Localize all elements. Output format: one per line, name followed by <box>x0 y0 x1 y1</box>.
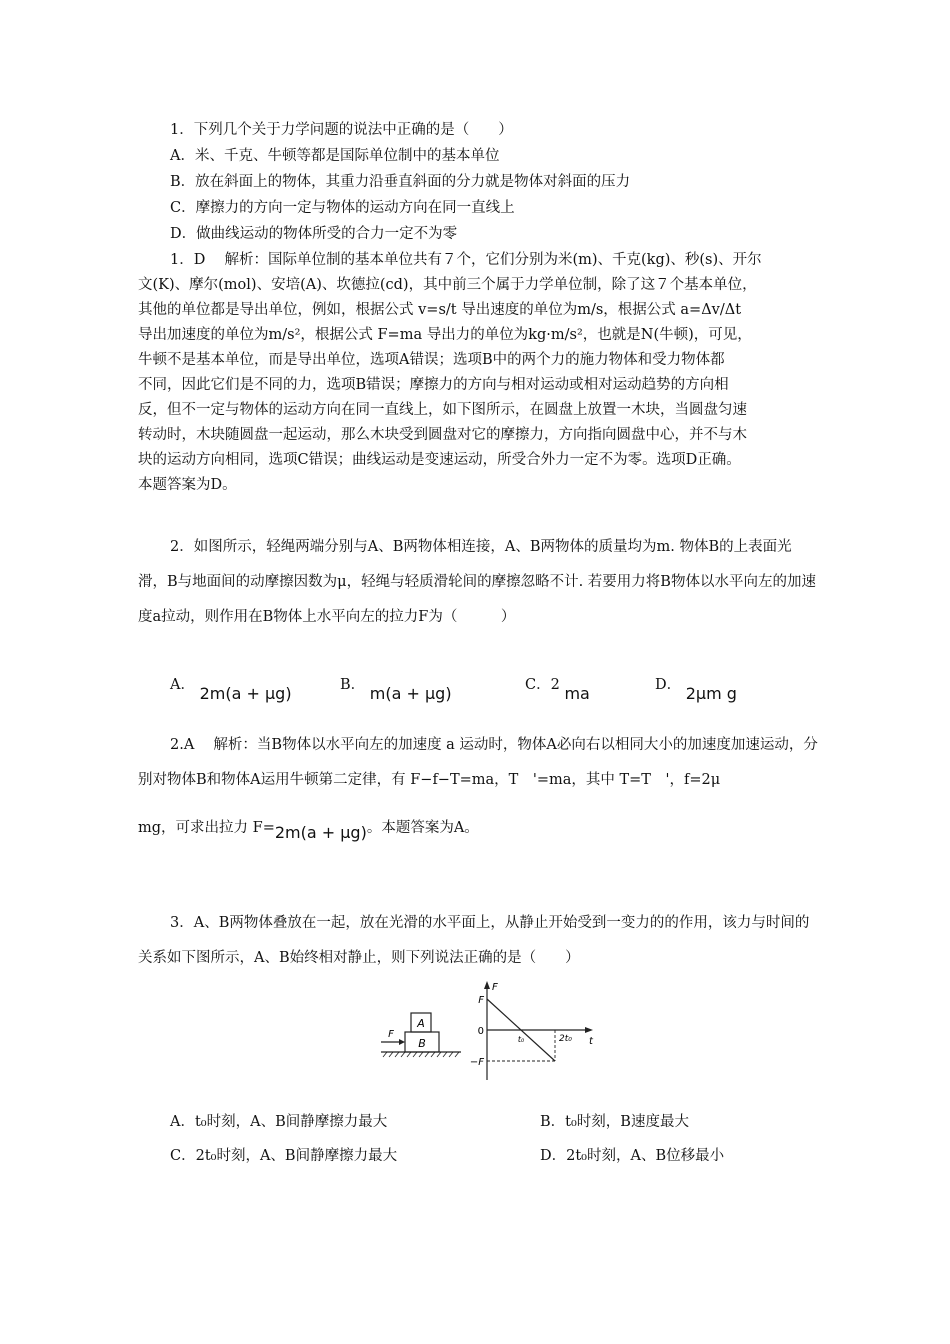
q2-stem-text: 2．如图所示，轻绳两端分别与A、B两物体相连接，A、B两物体的质量均为m. 物体B的上表面光滑，B与地面间的动摩擦因数为μ，轻绳与轻质滑轮间的摩擦忽略不计. 若要用力将B物体以水平向左的加速度a拉动，则作用在B物体上水平向左的拉力F为（ ） <box>138 539 816 625</box>
q1-analysis-line: 文(K)、摩尔(mol)、安培(A)、坎德拉(cd)，其中前三个属于力学单位制，除了这７个基本单位， <box>138 277 757 293</box>
q1-stem: 1．下列几个关于力学问题的说法中正确的是（ ） <box>170 122 513 138</box>
two-t0-label: 2t₀ <box>559 1034 572 1044</box>
q1-option-d: D．做曲线运动的物体所受的合力一定不为零 <box>170 226 458 242</box>
q2-option-a-label: A． <box>170 677 195 693</box>
tick-top-label: F <box>478 995 484 1006</box>
q1-analysis-line: 不同，因此它们是不同的力，选项B错误；摩擦力的方向与相对运动或相对运动趋势的方向相 <box>138 377 729 393</box>
q2-analysis-text: 2.A 解析：当B物体以水平向左的加速度 a 运动时，物体A必向右以相同大小的加速度加速运动，分别对物体B和物体A运用牛顿第二定律，有 F−f−T=ma，T '=ma，其中 T=T '，f=2μ <box>138 737 818 788</box>
q2-option-d-label: D． <box>655 677 682 693</box>
q3-stem-text: 3．A、B两物体叠放在一起，放在光滑的水平面上，从静止开始受到一变力的的作用，该力与时间的关系如下图所示，A、B始终相对静止，则下列说法正确的是（ ） <box>138 915 810 966</box>
q1-option-a: A．米、千克、牛顿等都是国际单位制中的基本单位 <box>170 148 500 164</box>
q2-analysis <box>138 728 818 798</box>
origin-label: 0 <box>477 1026 484 1037</box>
force-label: F <box>388 1029 394 1040</box>
q1-analysis-line: 1．D 解析：国际单位制的基本单位共有７个，它们分别为米(m)、千克(kg)、秒(s)、开尔 <box>170 252 762 268</box>
q2-analysis-tail <box>138 814 818 841</box>
q2-stem <box>138 530 818 635</box>
q3-stem <box>138 906 818 976</box>
q2-analysis-tail-pre: mg，可求出拉力 F= <box>138 820 275 836</box>
q1-analysis-line: 反，但不一定与物体的运动方向在同一直线上，如下图所示，在圆盘上放置一木块，当圆盘匀速 <box>138 402 747 418</box>
t0-label: t₀ <box>517 1035 525 1044</box>
q3-figure <box>375 978 605 1083</box>
q1-option-c: C．摩擦力的方向一定与物体的运动方向在同一直线上 <box>170 200 515 216</box>
q2-option-d-expr: 2μm g <box>685 684 737 703</box>
q2-option-c-label: C．2 <box>525 677 560 693</box>
q3-option-a: A．t₀时刻，A、B间静摩擦力最大 <box>170 1114 388 1130</box>
x-axis-arrow <box>585 1027 593 1033</box>
x-axis-label: t <box>589 1036 593 1047</box>
q2-option-a <box>170 673 292 703</box>
ground-hatch <box>383 1052 459 1057</box>
tick-bottom-label: −F <box>469 1057 484 1068</box>
q1-analysis-line: 导出加速度的单位为m/s²，根据公式 F=ma 导出力的单位为kg·m/s²，也就是N(牛顿)，可见， <box>138 327 752 343</box>
q2-option-d <box>655 673 737 703</box>
q2-option-b-label: B． <box>340 677 366 693</box>
force-arrow-head <box>399 1039 405 1045</box>
q3-option-d: D．2t₀时刻，A、B位移最小 <box>540 1148 725 1164</box>
q2-option-c <box>525 673 590 703</box>
q3-option-c: C．2t₀时刻，A、B间静摩擦力最大 <box>170 1148 398 1164</box>
block-b-label: B <box>418 1037 426 1050</box>
q1-analysis-line: 牛顿不是基本单位，而是导出单位，选项A错误；选项B中的两个力的施力物体和受力物体都 <box>138 352 725 368</box>
q2-option-b-expr: m(a + μg) <box>369 684 452 703</box>
q1-analysis-line: 转动时，木块随圆盘一起运动，那么木块受到圆盘对它的摩擦力，方向指向圆盘中心，并不与木 <box>138 427 747 443</box>
q1-analysis-line: 本题答案为D。 <box>138 477 237 493</box>
block-a-label: A <box>417 1017 425 1030</box>
q2-analysis-tail-post: 。本题答案为A。 <box>366 820 479 836</box>
q1-analysis-line: 块的运动方向相同，选项C错误；曲线运动是变速运动，所受合外力一定不为零。选项D正确。 <box>138 452 741 468</box>
q3-figure-svg <box>375 978 605 1083</box>
q2-option-a-expr: 2m(a + μg) <box>199 684 292 703</box>
q1-analysis-line: 其他的单位都是导出单位，例如，根据公式 v=s/t 导出速度的单位为m/s，根据公式 a=Δv/Δt <box>138 302 742 318</box>
q3-option-b: B．t₀时刻，B速度最大 <box>540 1114 689 1130</box>
q1-option-b: B．放在斜面上的物体，其重力沿垂直斜面的分力就是物体对斜面的压力 <box>170 174 631 190</box>
q2-option-c-expr: ma <box>564 684 590 703</box>
y-axis-label: F <box>492 982 498 993</box>
y-axis-arrow <box>484 981 490 989</box>
q2-option-b <box>340 673 452 703</box>
q2-analysis-tail-expr: 2m(a + μg) <box>274 823 367 842</box>
